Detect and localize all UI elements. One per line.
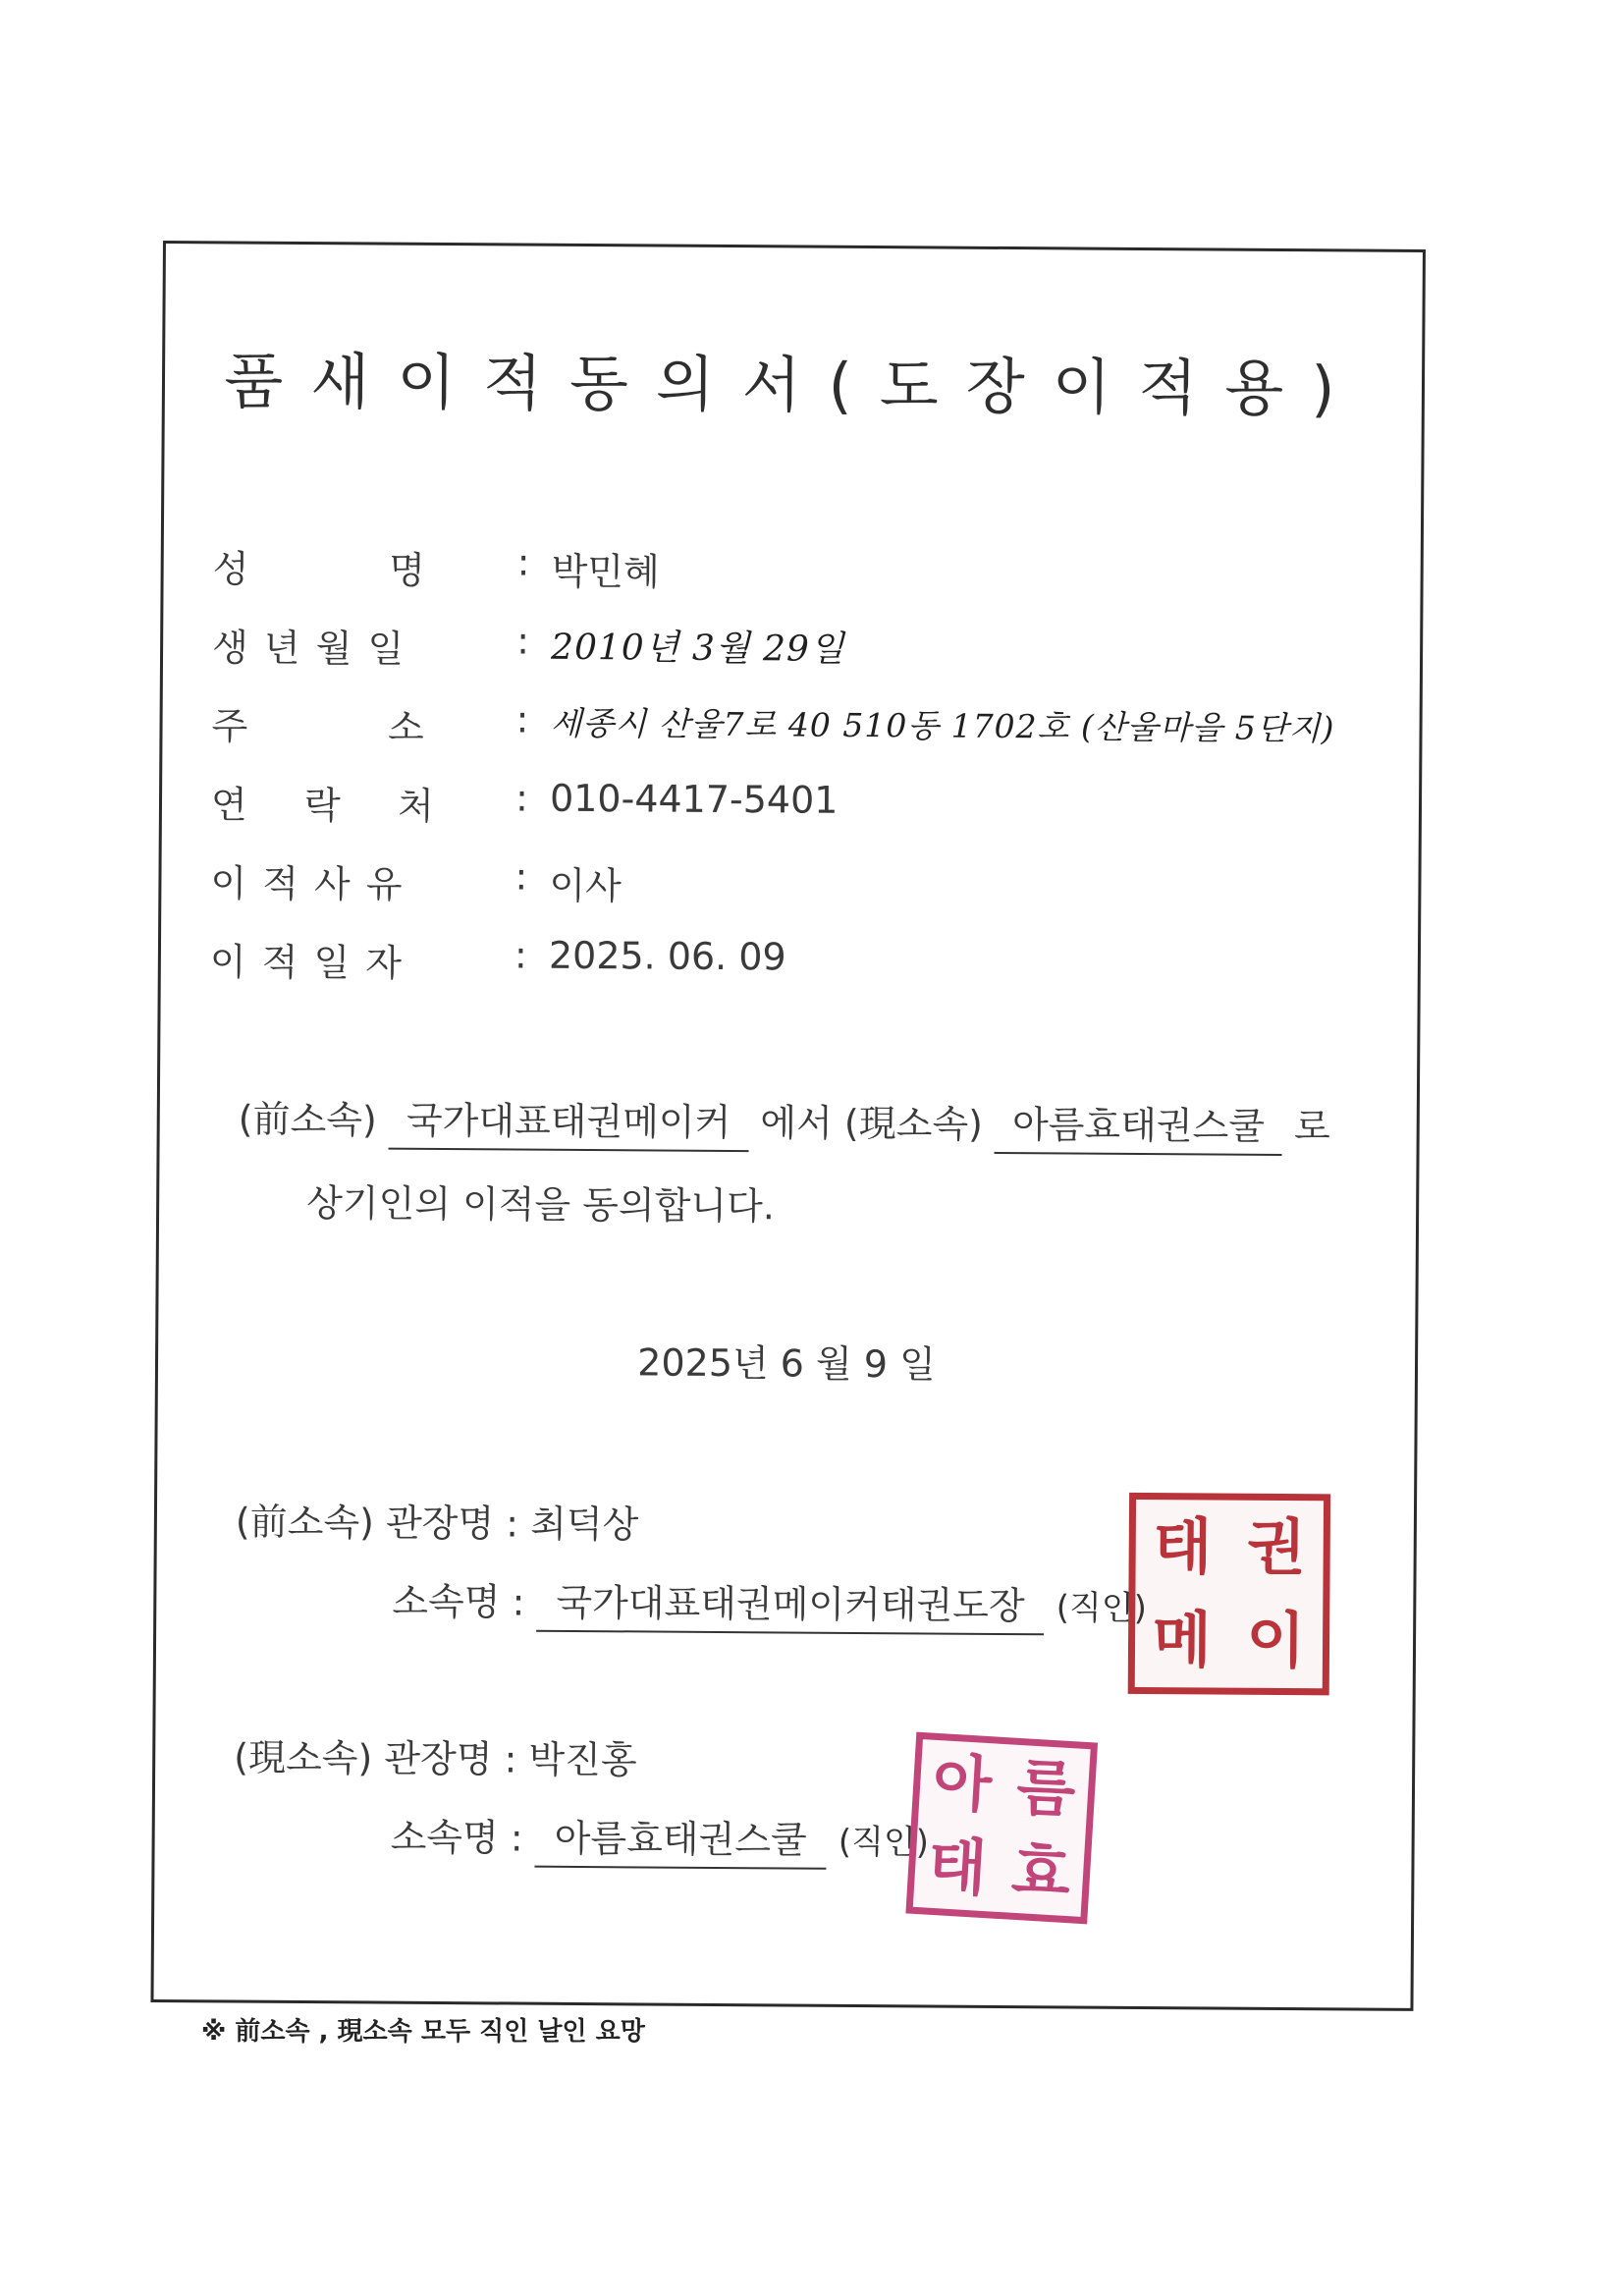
curr-seal-label: (직인) [838, 1822, 930, 1863]
curr-org-label: 소속명 : [390, 1815, 523, 1860]
field-colon: : [514, 854, 528, 899]
consent-to-text: 로 [1293, 1105, 1330, 1149]
curr-official-stamp [905, 1732, 1098, 1925]
document-frame [150, 241, 1425, 2011]
prev-org-label: 소속명 : [392, 1579, 525, 1624]
document-title: 품새이적동의서(도장이적용) [224, 345, 1363, 425]
field-contact-label: 연 락 처 [210, 783, 436, 828]
field-colon: : [516, 619, 530, 663]
field-name-value: 박민혜 [551, 549, 660, 594]
stamp-char: 름 [1014, 1750, 1078, 1827]
field-birthdate-value: 2010년 3월 29일 [550, 627, 845, 670]
field-colon: : [514, 776, 529, 820]
stamp-char: 태 [925, 1829, 990, 1905]
field-name-label: 성 명 [212, 547, 428, 592]
curr-head-row [234, 1727, 637, 1784]
prev-head-row [236, 1492, 639, 1549]
stamp-char: 권 [1246, 1510, 1307, 1583]
field-transfer-date-label: 이 적 일 자 [209, 940, 405, 985]
curr-head-name: 박진홍 [528, 1737, 637, 1782]
field-colon: : [516, 540, 530, 584]
stamp-char: 효 [1009, 1834, 1073, 1910]
curr-org-row [390, 1807, 929, 1871]
footnote: ※ 前소속 , 現소속 모두 직인 날인 요망 [201, 2017, 645, 2047]
field-colon: : [514, 933, 527, 977]
field-contact-value: 010-4417-5401 [549, 776, 839, 822]
stamp-char: 아 [931, 1745, 995, 1822]
consent-curr-label: (現소속) [843, 1101, 984, 1146]
prev-org-name: 국가대표태권메이커태권도장 [536, 1572, 1045, 1636]
consent-from-text: 에서 [760, 1101, 833, 1145]
prev-seal-label: (직인) [1056, 1588, 1148, 1629]
field-address-label: 주 소 [211, 704, 426, 749]
consent-prev-org: 국가대표태권메이커 [389, 1090, 749, 1153]
prev-head-label: 관장명 : [385, 1501, 519, 1546]
prev-official-stamp [1128, 1493, 1330, 1695]
document-date: 2025년 6 월 9 일 [637, 1340, 936, 1387]
consent-line [239, 1089, 1331, 1157]
field-transfer-reason-label: 이 적 사 유 [210, 861, 405, 906]
consent-prev-label: (前소속) [238, 1097, 377, 1142]
curr-head-label: 관장명 : [384, 1736, 517, 1781]
field-colon: : [515, 697, 529, 741]
stamp-char: 태 [1153, 1509, 1213, 1583]
field-address-value: 세종시 산울7로 40 510동 1702호 (산울마을 5단지) [550, 703, 1335, 748]
field-transfer-reason-value: 이사 [549, 863, 622, 908]
stamp-char: 이 [1246, 1604, 1306, 1677]
consent-curr-org: 아름효태권스쿨 [995, 1094, 1282, 1156]
field-transfer-date-value: 2025. 06. 09 [548, 933, 786, 979]
curr-org-name: 아름효태권스쿨 [535, 1808, 827, 1870]
consent-statement: 상기인의 이적을 동의합니다. [306, 1181, 776, 1229]
field-birthdate-label: 생 년 월 일 [211, 626, 406, 671]
prev-org-row [392, 1571, 1147, 1636]
prev-head-name: 최덕상 [530, 1502, 639, 1547]
stamp-char: 메 [1152, 1604, 1213, 1676]
curr-label: (現소속) [234, 1735, 373, 1780]
prev-label: (前소속) [235, 1500, 375, 1545]
